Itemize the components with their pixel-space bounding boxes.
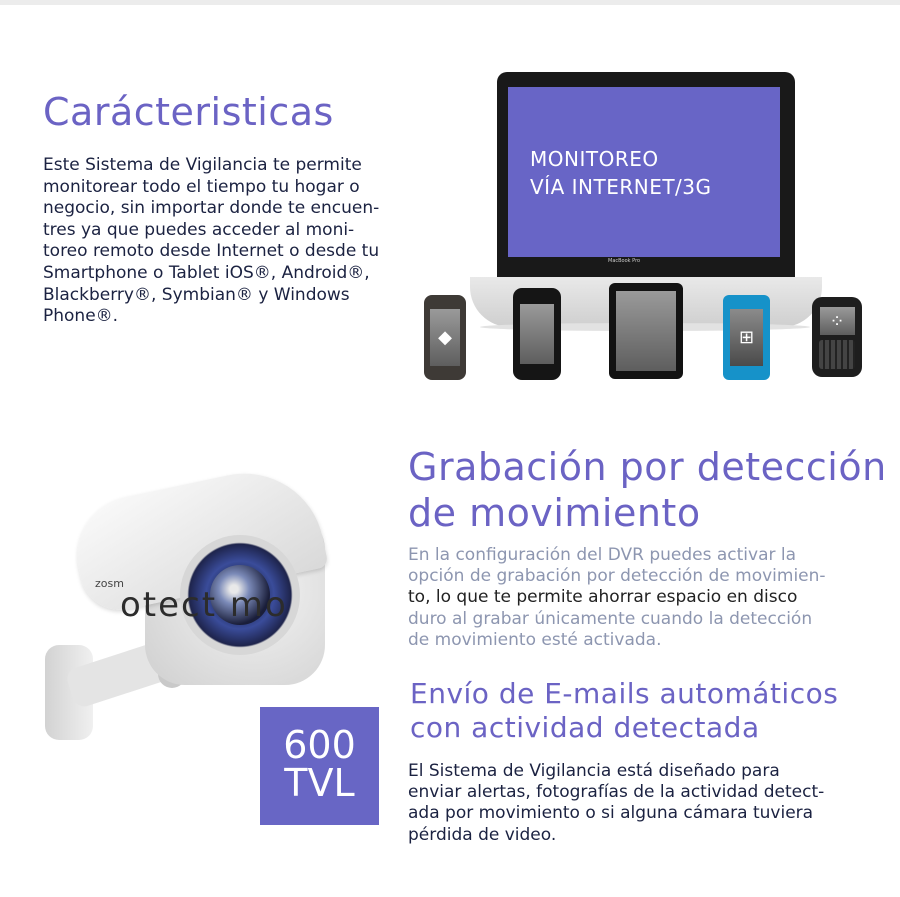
apple-icon [616, 291, 675, 372]
section-email-title [410, 677, 890, 745]
section-email-text [408, 761, 878, 846]
camera-logo: zosm [95, 577, 124, 590]
text-line: opción de grabación por detección de movimien- [408, 566, 826, 587]
blackberry-keyboard [819, 340, 855, 369]
section-features-title: Carácteristicas [43, 90, 334, 134]
section-features-text [43, 155, 433, 328]
blackberry-phone [812, 297, 862, 377]
text-line: toreo remoto desde Internet o desde tu [43, 241, 380, 262]
text-line: ada por movimiento o si alguna cámara tuviera [408, 803, 814, 824]
windows-icon: ⊞ [730, 309, 763, 365]
apple-icon [520, 304, 554, 365]
resolution-badge [260, 707, 379, 825]
title-line: Envío de E-mails automáticos [410, 677, 839, 710]
screen-line-2: VÍA INTERNET/3G [530, 175, 712, 199]
text-line: Smartphone o Tablet iOS®, Android®, [43, 262, 370, 283]
blackberry-icon: ⁘ [820, 307, 855, 336]
section-motion-title [408, 444, 898, 536]
camera-watermark: otect mo [120, 585, 288, 625]
text-line: monitorear todo el tiempo tu hogar o [43, 176, 360, 197]
laptop-brand: MacBook Pro [608, 258, 641, 264]
laptop-screen-caption [530, 145, 712, 201]
top-divider [0, 0, 900, 5]
text-line: to, lo que te permite ahorrar espacio en disco [408, 587, 798, 608]
text-line: Blackberry®, Symbian® y Windows [43, 284, 350, 305]
title-line: de movimiento [408, 491, 701, 535]
section-motion-text [408, 545, 878, 651]
text-line: pérdida de video. [408, 824, 557, 845]
title-line: Grabación por detección [408, 445, 887, 489]
ipad [609, 283, 683, 379]
text-line: negocio, sin importar donde te encuen- [43, 198, 380, 219]
text-line: enviar alertas, fotografías de la actividad detect- [408, 782, 825, 803]
text-line: En la configuración del DVR puedes activar la [408, 545, 797, 565]
android-phone [424, 295, 466, 380]
android-icon: ◆ [430, 309, 459, 365]
text-line: Este Sistema de Vigilancia te permite [43, 155, 362, 175]
screen-line-1: MONITOREO [530, 147, 659, 171]
text-line: Phone®. [43, 306, 119, 327]
text-line: tres ya que puedes acceder al moni- [43, 219, 355, 240]
text-line: duro al grabar únicamente cuando la detección [408, 608, 813, 629]
title-line: con actividad detectada [410, 711, 760, 744]
text-line: de movimiento esté activada. [408, 629, 662, 650]
iphone [513, 288, 561, 380]
text-line: El Sistema de Vigilancia está diseñado para [408, 761, 780, 781]
badge-value: 600 [283, 723, 356, 767]
badge-unit: TVL [284, 761, 355, 805]
windows-phone [723, 295, 770, 380]
